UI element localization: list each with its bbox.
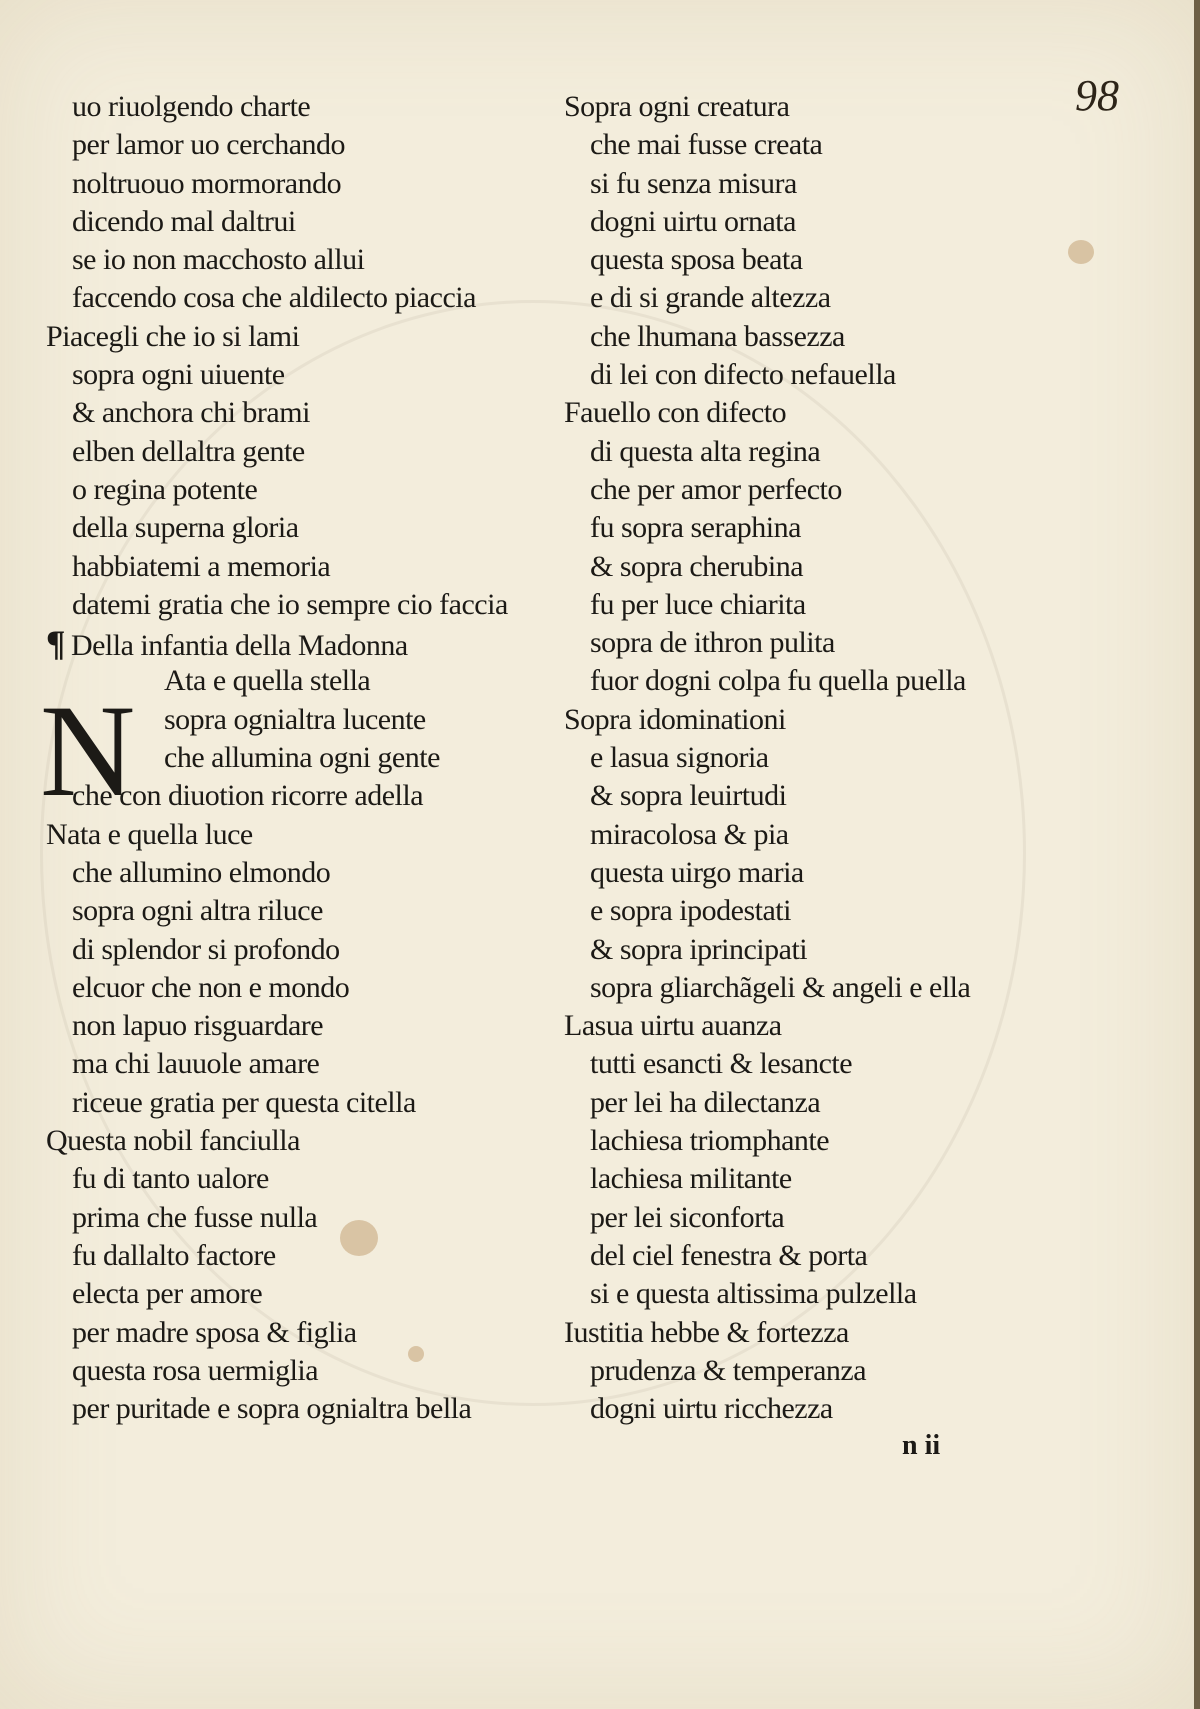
verse-line: Piacegli che io si lami: [46, 319, 300, 353]
verse-line: Lasua uirtu auanza: [564, 1009, 782, 1043]
verse-line: fu per luce chiarita: [590, 587, 806, 621]
verse-line: e di si grande altezza: [590, 281, 831, 315]
page-gutter-edge: [1194, 0, 1200, 1709]
verse-line: non lapuo risguardare: [72, 1009, 324, 1043]
verse-line: per puritade e sopra ognialtra bella: [72, 1392, 472, 1426]
verse-line: prima che fusse nulla: [72, 1200, 318, 1234]
left-column: [46, 88, 546, 1428]
verse-line: che mai fusse creata: [590, 128, 823, 162]
verse-line: sopra ogni uiuente: [72, 358, 285, 392]
verse-line: dogni uirtu ricchezza: [590, 1392, 833, 1426]
verse-line: Sopra idominationi: [564, 702, 786, 736]
verse-line: riceue gratia per questa citella: [72, 1085, 416, 1119]
verse-line: prudenza & temperanza: [590, 1353, 867, 1387]
verse-line: per lei ha dilectanza: [590, 1085, 821, 1119]
verse-line: sopra de ithron pulita: [590, 626, 835, 660]
verse-line: della superna gloria: [72, 511, 299, 545]
verse-line: fu dallalto factore: [72, 1238, 276, 1272]
verse-line: o regina potente: [72, 472, 258, 506]
verse-line: & sopra leuirtudi: [590, 779, 787, 813]
quire-signature: n ii: [902, 1430, 941, 1461]
verse-line: del ciel fenestra & porta: [590, 1238, 868, 1272]
verse-line: Nata e quella luce: [46, 817, 253, 851]
verse-line: ma chi lauuole amare: [72, 1047, 320, 1081]
verse-line: noltruouo mormorando: [72, 166, 342, 200]
verse-line: di questa alta regina: [590, 434, 821, 468]
verse-line: dogni uirtu ornata: [590, 204, 796, 238]
verse-line: elben dellaltra gente: [72, 434, 305, 468]
verse-line: questa rosa uermiglia: [72, 1353, 319, 1387]
verse-line: & sopra cherubina: [590, 549, 804, 583]
verse-line: e lasua signoria: [590, 741, 769, 775]
verse-line: che allumina ogni gente: [164, 741, 440, 775]
verse-line: che con diuotion ricorre adella: [72, 779, 424, 813]
verse-line: habbiatemi a memoria: [72, 549, 331, 583]
pilcrow-icon: ¶: [46, 623, 65, 664]
verse-line: & anchora chi brami: [72, 396, 310, 430]
verse-line: per lamor uo cerchando: [72, 128, 346, 162]
verse-line: fu sopra seraphina: [590, 511, 801, 545]
verse-line: lachiesa triomphante: [590, 1124, 830, 1158]
verse-line: che lhumana bassezza: [590, 319, 845, 353]
verse-line: sopra ogni altra riluce: [72, 894, 323, 928]
verse-line: si fu senza misura: [590, 166, 797, 200]
verse-line: elcuor che non e mondo: [72, 970, 350, 1004]
foxing-stain: [1068, 240, 1094, 264]
verse-line: & sopra iprincipati: [590, 932, 808, 966]
folio-number: 98: [1075, 71, 1119, 120]
verse-line: se io non macchosto allui: [72, 243, 365, 277]
verse-line: fuor dogni colpa fu quella puella: [590, 664, 966, 698]
decorated-initial-letter: N: [40, 677, 136, 824]
verse-line: e sopra ipodestati: [590, 894, 791, 928]
verse-line: Ata e quella stella: [164, 664, 371, 698]
verse-line: sopra gliarchãgeli & angeli e ella: [590, 970, 971, 1004]
verse-line: uo riuolgendo charte: [72, 90, 311, 123]
verse-line: di lei con difecto nefauella: [590, 358, 896, 392]
verse-line: lachiesa militante: [590, 1162, 792, 1196]
verse-line: questa uirgo maria: [590, 855, 804, 889]
verse-line: si e questa altissima pulzella: [590, 1277, 917, 1311]
verse-line: questa sposa beata: [590, 243, 803, 277]
section-rubric: [46, 624, 546, 662]
verse-line: Questa nobil fanciulla: [46, 1124, 300, 1158]
verse-line: Sopra ogni creatura: [564, 90, 790, 123]
verse-line: fu di tanto ualore: [72, 1162, 269, 1196]
verse-line: electa per amore: [72, 1277, 263, 1311]
rubric-text: Della infantia della Madonna: [70, 629, 408, 663]
verse-line: datemi gratia che io sempre cio faccia: [72, 587, 508, 621]
verse-line: miracolosa & pia: [590, 817, 789, 851]
verse-line: faccendo cosa che aldilecto piaccia: [72, 281, 476, 315]
verse-line: dicendo mal daltrui: [72, 204, 296, 238]
right-column: [564, 88, 1034, 1428]
verse-line: per madre sposa & figlia: [72, 1315, 357, 1349]
verse-line: che per amor perfecto: [590, 472, 842, 506]
verse-line: Iustitia hebbe & fortezza: [564, 1315, 849, 1349]
verse-line: di splendor si profondo: [72, 932, 340, 966]
verse-line: sopra ognialtra lucente: [164, 702, 426, 736]
verse-line: che allumino elmondo: [72, 855, 331, 889]
verse-line: Fauello con difecto: [564, 396, 787, 430]
verse-line: tutti esancti & lesancte: [590, 1047, 853, 1081]
verse-line: per lei siconforta: [590, 1200, 785, 1234]
